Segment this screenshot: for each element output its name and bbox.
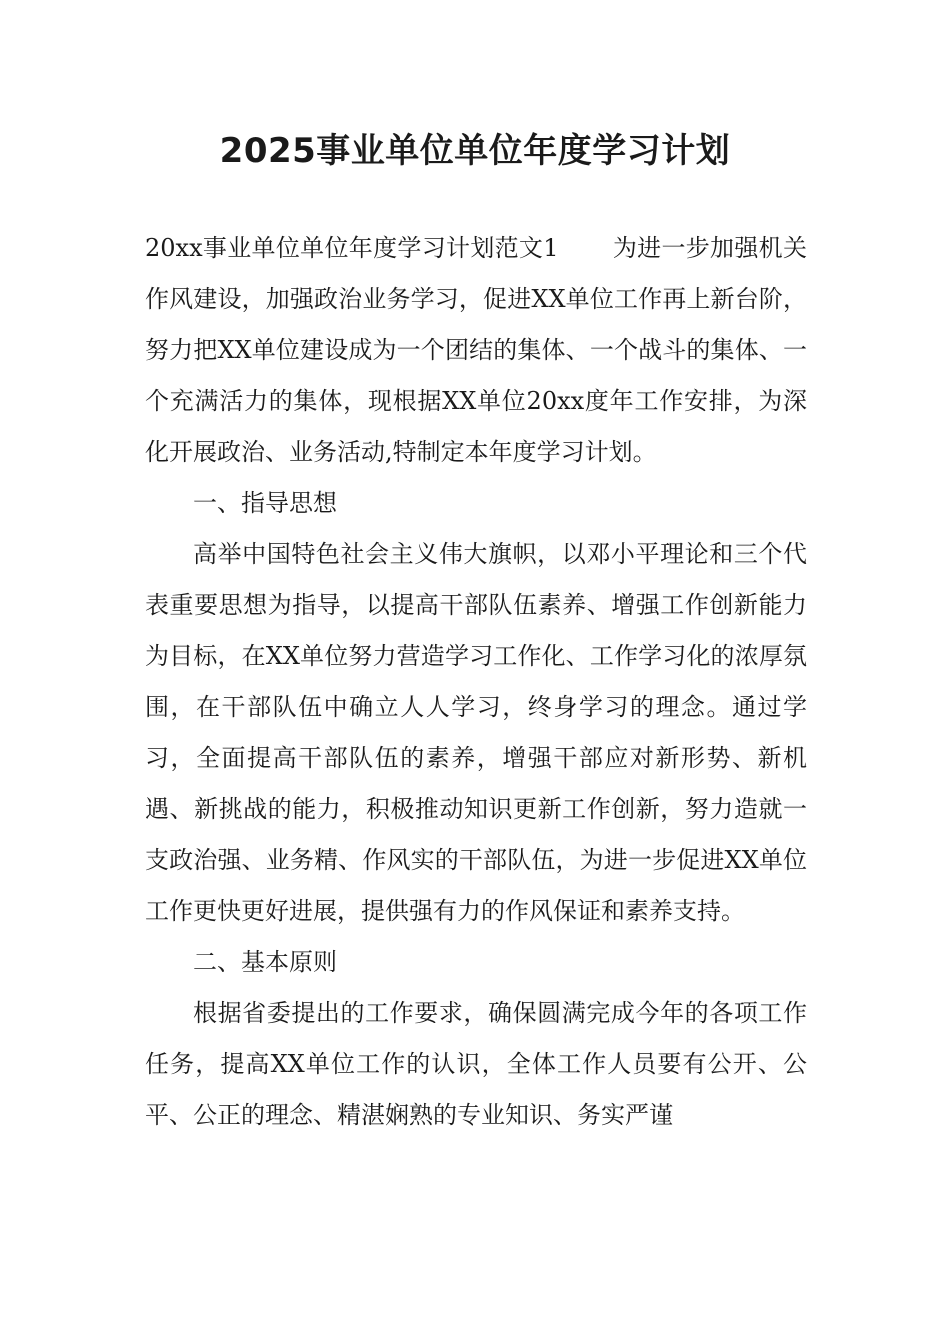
section-1-text: 高举中国特色社会主义伟大旗帜，以邓小平理论和三个代表重要思想为指导，以提高干部队伍素养、增强工作创新能力为目标，在XX单位努力营造学习工作化、工作学习化的浓厚氛围，在干部队伍中确立人人学习，终身学习的理念。通过学习，全面提高干部队伍的素养，增强干部应对新形势、新机遇、新挑战的能力，积极推动知识更新工作创新，努力造就一支政治强、业务精、作风实的干部队伍，为进一步促进XX单位工作更快更好进展，提供强有力的作风保证和素养支持。 [145,540,807,925]
section-2-heading: 二、基本原则 [193,948,337,976]
section-1-heading: 一、指导思想 [193,489,337,517]
intro-heading: 20xx事业单位单位年度学习计划范文1 [145,234,559,262]
document-title: 2025事业单位单位年度学习计划 [219,131,731,171]
intro-paragraph [145,223,807,478]
document-body [145,223,807,1141]
intro-text: 为进一步加强机关作风建设，加强政治业务学习，促进XX单位工作再上新台阶，努力把XX单位建设成为一个团结的集体、一个战斗的集体、一个充满活力的集体，现根据XX单位20xx度年工作安排，为深化开展政治、业务活动,特制定本年度学习计划。 [145,234,807,466]
section-2-text: 根据省委提出的工作要求，确保圆满完成今年的各项工作任务，提高XX单位工作的认识，全体工作人员要有公开、公平、公正的理念、精湛娴熟的专业知识、务实严谨 [145,999,807,1129]
